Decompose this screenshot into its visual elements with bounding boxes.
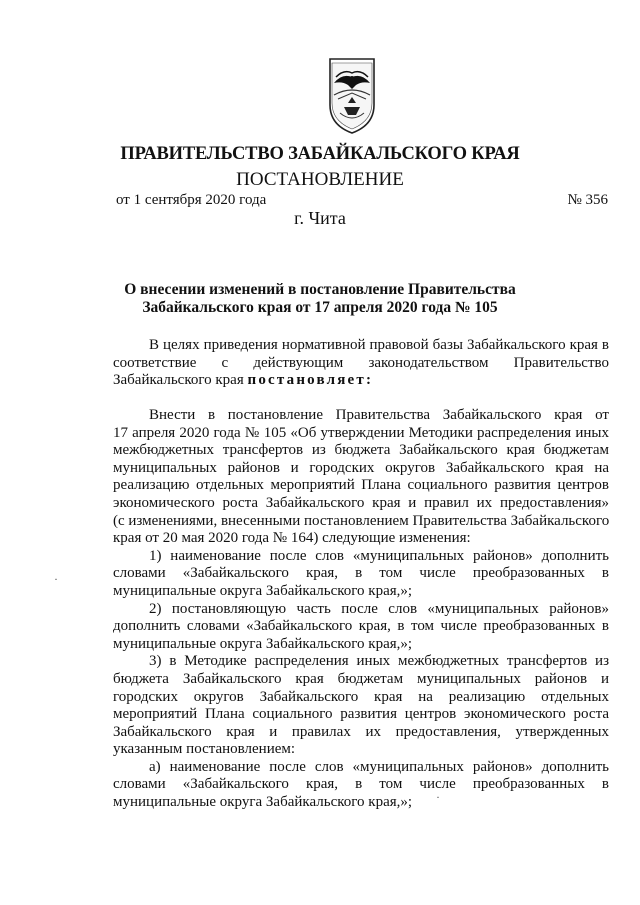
text-line: реализацию отдельных мероприятий Плана социального развития центров	[113, 477, 609, 494]
text-line: В целях приведения нормативной правовой базы Забайкальского края в	[149, 337, 609, 353]
text-line: соответствие с действующим законодательством Правительство	[113, 354, 609, 371]
list-item-line: муниципальные округа Забайкальского края,»;	[113, 794, 413, 811]
text-line: межбюджетных трансфертов из бюджета Забайкальского края бюджетам	[113, 442, 609, 459]
subject-line: О внесении изменений в постановление Правительства	[124, 281, 516, 298]
organization-title: ПРАВИТЕЛЬСТВО ЗАБАЙКАЛЬСКОГО КРАЯ	[120, 144, 520, 164]
document-city: г. Чита	[294, 208, 346, 228]
list-item-line: 1) наименование после слов «муниципальных районов» дополнить	[149, 547, 609, 564]
text-fragment: Забайкальского края	[113, 372, 248, 389]
scan-speck: ·	[436, 790, 440, 804]
emphasized-verb: постановляет:	[247, 372, 374, 389]
text-line: экономического роста Забайкальского края и правил их предоставления»	[113, 494, 609, 511]
document-type: ПОСТАНОВЛЕНИЕ	[236, 169, 404, 190]
main-clause	[113, 407, 609, 812]
list-item-line: а) наименование после слов «муниципальных районов» дополнить	[149, 758, 609, 775]
text-line: Внести в постановление Правительства Забайкальского края от	[149, 407, 609, 423]
subject-line: Забайкальского края от 17 апреля 2020 года № 105	[142, 299, 498, 316]
list-item-line: мероприятий Плана социального развития центров экономического роста	[113, 706, 609, 723]
text-line: (с изменениями, внесенными постановлением Правительства Забайкальского	[113, 512, 610, 529]
list-item-line: муниципальные округа Забайкальского края,»;	[113, 582, 413, 599]
list-item-line: словами «Забайкальского края, в том числе преобразованных в	[113, 776, 609, 793]
text-line: 17 апреля 2020 года № 105 «Об утверждении Методики распределения иных	[113, 424, 609, 441]
text-line: края от 20 мая 2020 года № 164) следующие изменения:	[113, 530, 471, 547]
coat-of-arms-icon	[326, 55, 378, 135]
list-item-line: городских округов Забайкальского края на реализацию отдельных	[113, 688, 609, 705]
list-item-line: дополнить словами «Забайкальского края, в том числе преобразованных в	[113, 618, 609, 635]
text-line: муниципальных районов и городских округов Забайкальского края на	[113, 459, 609, 476]
document-date: от 1 сентября 2020 года	[116, 192, 267, 208]
list-item-line: бюджета Забайкальского края бюджетам муниципальных районов и	[113, 670, 609, 687]
document-number: № 356	[567, 192, 608, 208]
list-item-line: Забайкальского края и правилах их предоставления, утвержденных	[113, 723, 609, 740]
list-item-line: указанным постановлением:	[113, 741, 296, 758]
list-item-line: муниципальные округа Забайкальского края,»;	[113, 635, 413, 652]
text-line	[113, 372, 609, 390]
preamble-paragraph	[113, 337, 609, 390]
list-item-line: 2) постановляющую часть после слов «муниципальных районов»	[149, 600, 609, 617]
scan-speck: ·	[54, 572, 58, 586]
document-subject	[0, 281, 640, 317]
list-item-line: словами «Забайкальского края, в том числе преобразованных в	[113, 565, 609, 582]
list-item-line: 3) в Методике распределения иных межбюджетных трансфертов из	[149, 653, 609, 670]
